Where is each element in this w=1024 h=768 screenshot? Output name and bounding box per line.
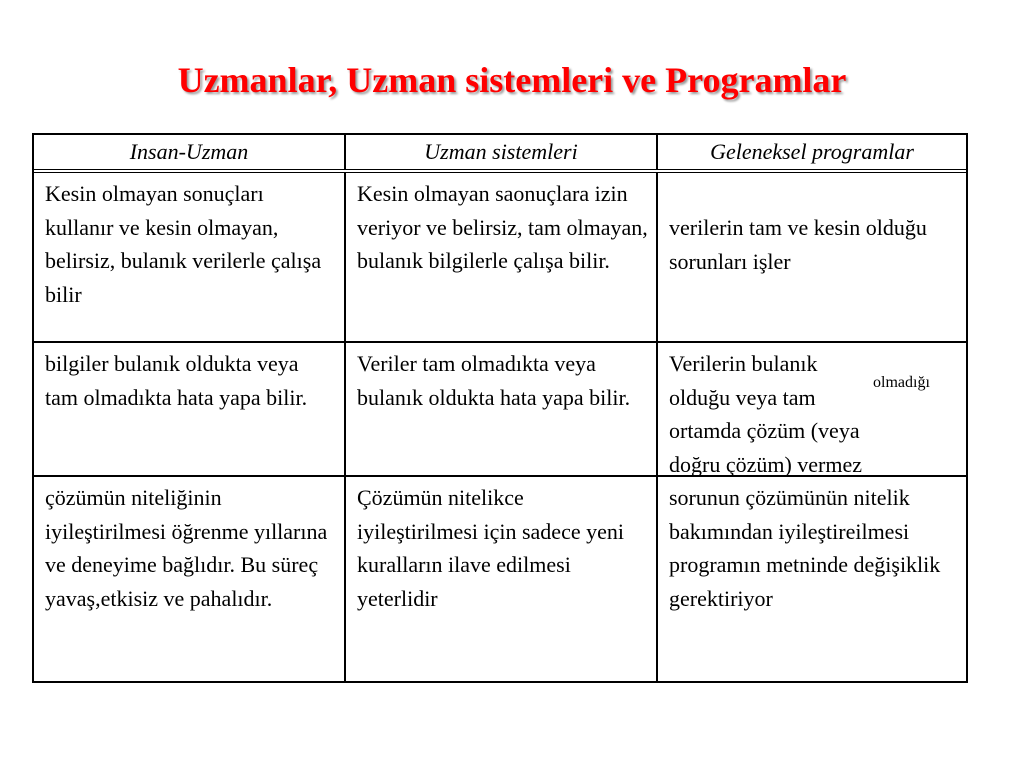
cell-line: doğru çözüm) vermez [669, 451, 863, 477]
cell-insan-uzman: bilgiler bulanık oldukta veya tam olmadıkta hata yapa bilir. [45, 351, 308, 410]
table-header-row [34, 135, 966, 173]
header-insan-uzman: Insan-Uzman [129, 139, 249, 164]
cell-insan-uzman: çözümün niteliğinin iyileştirilmesi öğrenme yıllarına ve deneyime bağlıdır. Bu süreç yavaş,etkisiz ve pahalıdır. [45, 485, 328, 611]
column-divider [656, 477, 658, 681]
header-uzman-sistemleri: Uzman sistemleri [424, 139, 578, 164]
header-geleneksel-programlar: Geleneksel programlar [710, 139, 914, 164]
cell-line: Verilerin bulanık [669, 351, 818, 376]
column-divider [344, 173, 346, 341]
cell-line: olduğu veya tam [669, 384, 816, 410]
table-row [34, 477, 966, 681]
table-row [34, 173, 966, 343]
cell-uzman-sistemleri: Çözümün nitelikce iyileştirilmesi için sadece yeni kuralların ilave edilmesi yeterlidir [357, 485, 624, 611]
table-row [34, 343, 966, 477]
column-divider [656, 343, 658, 475]
cell-geleneksel-programlar: verilerin tam ve kesin olduğu sorunları işler [669, 215, 927, 274]
column-divider [344, 135, 346, 169]
cell-uzman-sistemleri: Veriler tam olmadıkta veya bulanık oldukta hata yapa bilir. [357, 351, 631, 410]
column-divider [656, 135, 658, 169]
column-divider [656, 173, 658, 341]
cell-line: ortamda çözüm (veya [669, 418, 860, 443]
slide-title: Uzmanlar, Uzman sistemleri ve Programlar [177, 60, 847, 100]
cell-geleneksel-programlar [658, 343, 966, 475]
comparison-table [32, 133, 968, 683]
column-divider [344, 343, 346, 475]
cell-insan-uzman: Kesin olmayan sonuçları kullanır ve kesin olmayan, belirsiz, bulanık verilerle çalışa bilir [45, 181, 322, 307]
superscript-note: olmadığı [873, 374, 930, 391]
cell-geleneksel-programlar: sorunun çözümünün nitelik bakımından iyileştireilmesi programın metninde değişiklik gerektiriyor [669, 485, 941, 611]
cell-uzman-sistemleri: Kesin olmayan saonuçlara izin veriyor ve belirsiz, tam olmayan, bulanık bilgilerle çalışa bilir. [357, 181, 648, 273]
column-divider [344, 477, 346, 681]
